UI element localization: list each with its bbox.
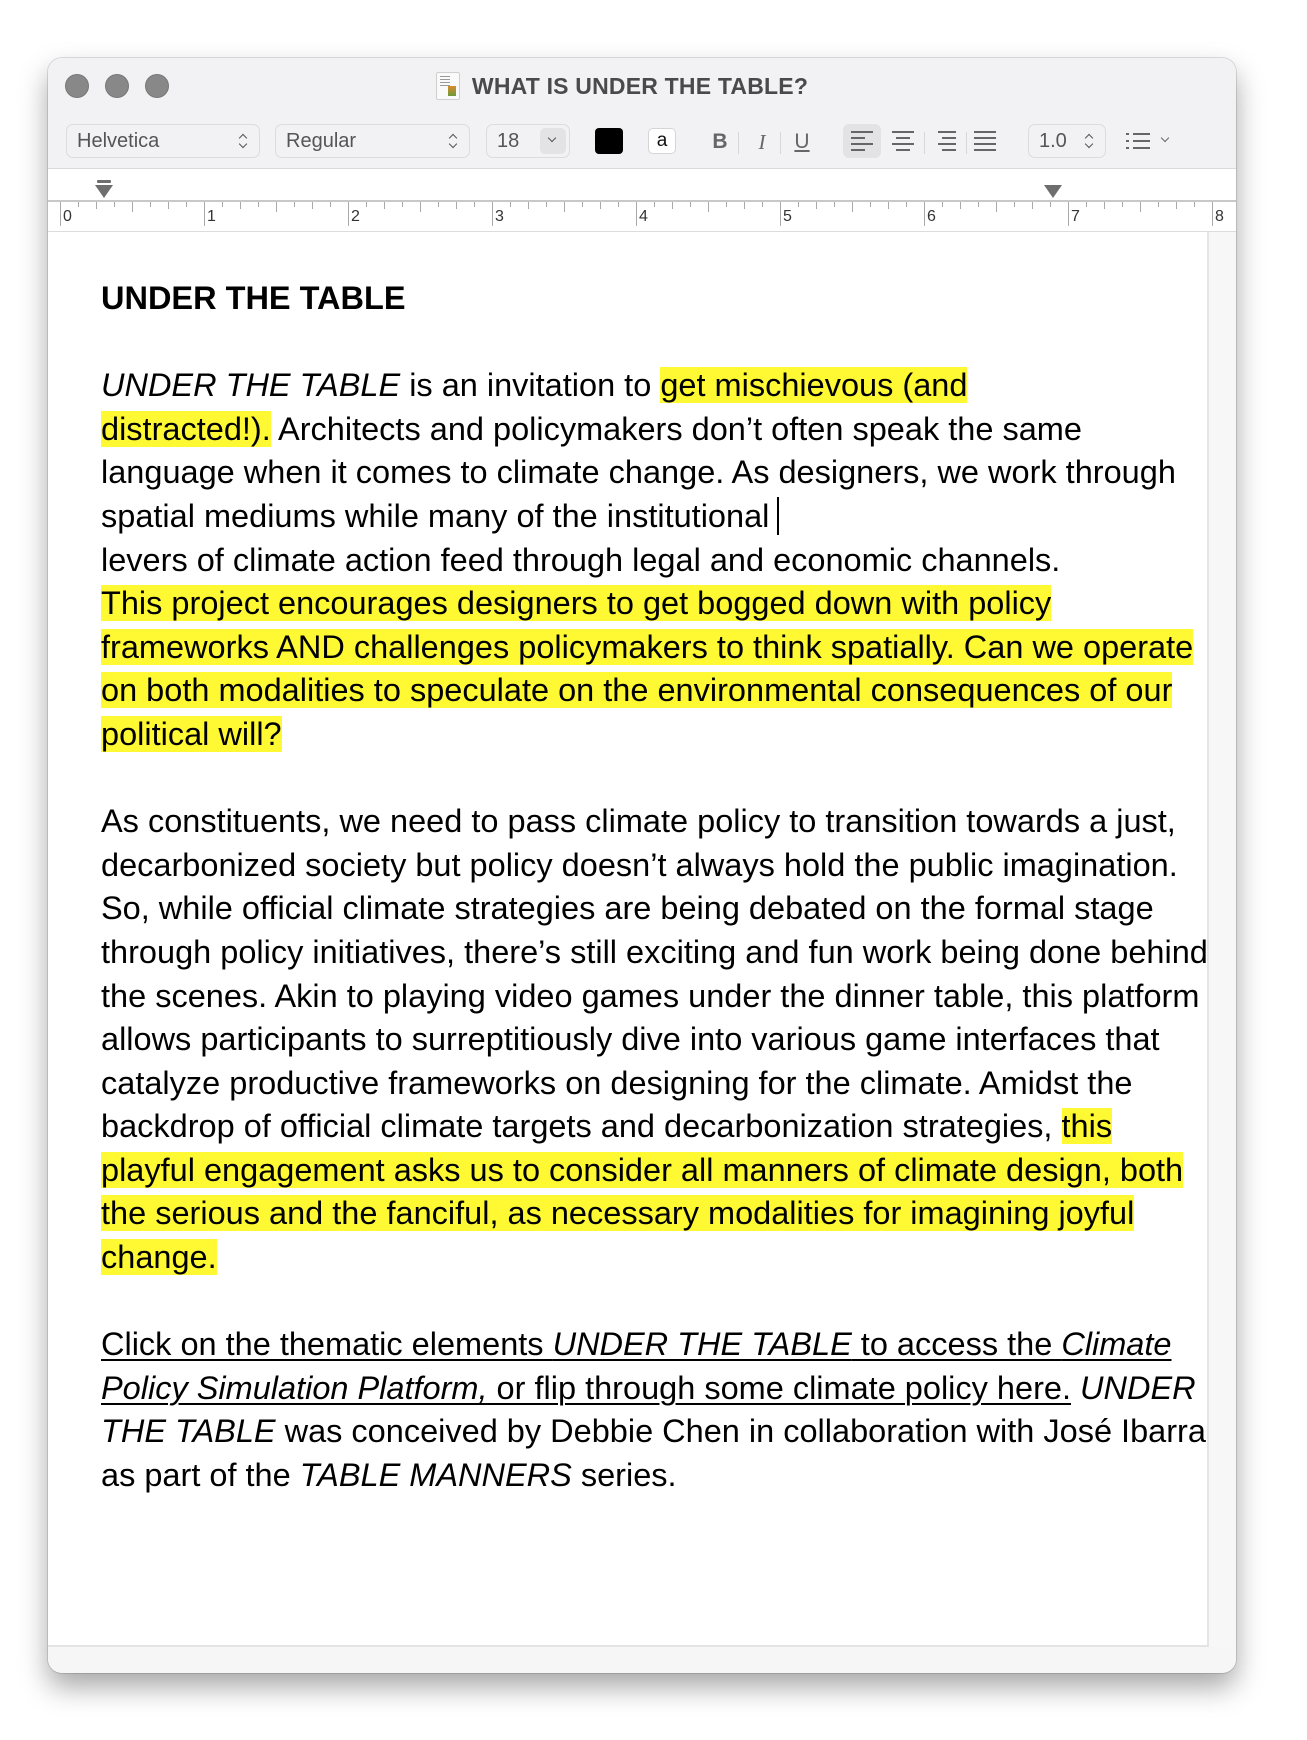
ruler-tick bbox=[942, 202, 943, 207]
ruler-tick bbox=[600, 202, 601, 209]
platform-link[interactable]: Click on the thematic elements UNDER THE TABLE to access the Climate Policy Simulation Platform, or flip through some climate policy here. bbox=[101, 1326, 1172, 1406]
ruler-tick bbox=[312, 202, 313, 209]
font-family-value: Helvetica bbox=[77, 129, 160, 152]
ruler-tick bbox=[150, 202, 151, 207]
title-bar bbox=[48, 58, 1236, 168]
updown-chevron-icon bbox=[449, 133, 459, 149]
ruler-tick bbox=[1068, 202, 1069, 226]
text-run: series. bbox=[571, 1457, 677, 1494]
right-indent-marker[interactable] bbox=[1044, 185, 1062, 198]
ruler-tick bbox=[1104, 202, 1105, 209]
text-run: As constituents, we need to pass climate policy to transition towards a just, decarbonized society but policy doesn’t always hold the public imagination. So, while official climate strategies are being debated on the formal stage through policy initiatives, there’s still exciting and fun work being done behind the scenes. Akin to playing video games under the dinner table, this platform allows participants to surreptitiously dive into various game interfaces that catalyze productive frameworks on designing for the climate. Amidst the backdrop of official climate targets and decarbonization strategies, bbox=[101, 803, 1208, 1145]
highlighted-text: This project encourages designers to get bogged down with policy frameworks AND challenges policymakers to think spatially. Can we operate on both modalities to speculate on the environmental consequences of our political will? bbox=[101, 585, 1194, 752]
align-left-button[interactable] bbox=[843, 124, 881, 158]
ruler-tick bbox=[762, 202, 763, 207]
ruler-tick bbox=[816, 202, 817, 209]
text-run bbox=[1071, 1370, 1080, 1406]
highlight-color-button[interactable]: a bbox=[648, 128, 676, 154]
document-text[interactable] bbox=[101, 277, 1211, 1498]
format-toolbar bbox=[48, 118, 1236, 168]
ruler-number: 1 bbox=[207, 208, 216, 225]
ruler-baseline bbox=[48, 200, 1236, 202]
bold-button[interactable]: B bbox=[712, 130, 728, 153]
separator bbox=[738, 132, 739, 154]
ruler-tick bbox=[60, 202, 61, 226]
scroll-gutter[interactable] bbox=[1209, 232, 1236, 1647]
head-indent-bar-icon bbox=[97, 180, 111, 183]
ruler-tick bbox=[744, 202, 745, 209]
ruler-tick bbox=[564, 202, 565, 212]
textedit-window bbox=[48, 58, 1236, 1673]
text-run: Architects and policymakers don’t often speak the same language when it comes to climate change. As designers, we work through spatial mediums while many of the institutional bbox=[101, 410, 1176, 534]
underline-button[interactable]: U bbox=[794, 130, 810, 153]
align-center-button[interactable] bbox=[884, 124, 922, 158]
italic-title-text: UNDER THE TABLE bbox=[101, 367, 401, 404]
ruler-tick bbox=[654, 202, 655, 207]
ruler-tick bbox=[168, 202, 169, 209]
window-footer bbox=[48, 1647, 1236, 1673]
list-dropdown-chevron-icon[interactable] bbox=[1161, 134, 1169, 142]
ruler-number: 0 bbox=[63, 208, 72, 225]
ruler-tick bbox=[582, 202, 583, 207]
line-spacing-popup[interactable] bbox=[1028, 124, 1106, 158]
paragraph-constituents bbox=[101, 800, 1211, 1280]
ruler-tick bbox=[1176, 202, 1177, 209]
document-page[interactable] bbox=[48, 232, 1209, 1647]
list-bullets-icon[interactable] bbox=[1126, 131, 1150, 151]
paragraph-links bbox=[101, 1323, 1211, 1497]
text-color-well[interactable] bbox=[595, 128, 623, 154]
separator bbox=[780, 132, 781, 154]
font-size-dropdown-button[interactable] bbox=[540, 128, 566, 154]
ruler-tick bbox=[510, 202, 511, 207]
italic-series-text: TABLE MANNERS bbox=[299, 1457, 572, 1494]
updown-chevron-icon bbox=[239, 133, 249, 149]
window-title: WHAT IS UNDER THE TABLE? bbox=[471, 72, 809, 99]
ruler-tick bbox=[330, 202, 331, 207]
ruler-tick bbox=[690, 202, 691, 207]
chevron-down-icon bbox=[548, 134, 556, 142]
ruler-tick bbox=[1086, 202, 1087, 207]
ruler-tick bbox=[186, 202, 187, 207]
ruler-tick bbox=[1140, 202, 1141, 212]
ruler-tick bbox=[222, 202, 223, 207]
ruler-tick bbox=[1014, 202, 1015, 207]
ruler-tick bbox=[78, 202, 79, 207]
ruler-tick bbox=[780, 202, 781, 226]
ruler-tick bbox=[114, 202, 115, 207]
ruler-tick bbox=[1212, 202, 1213, 226]
ruler-tick bbox=[294, 202, 295, 207]
font-size-combo[interactable] bbox=[486, 124, 570, 158]
ruler[interactable] bbox=[48, 169, 1236, 232]
document-heading: UNDER THE TABLE bbox=[101, 280, 406, 316]
ruler-tick bbox=[1158, 202, 1159, 207]
ruler-tick bbox=[924, 202, 925, 226]
font-style-value: Regular bbox=[286, 129, 357, 152]
highlighted-text: this playful engagement asks us to consider all manners of climate design, both the serious and the fanciful, as necessary modalities for imagining joyful change. bbox=[101, 1108, 1184, 1276]
paragraph-intro bbox=[101, 364, 1211, 756]
ruler-tick bbox=[618, 202, 619, 207]
ruler-number: 8 bbox=[1215, 208, 1224, 225]
font-size-value[interactable]: 18 bbox=[497, 129, 520, 152]
font-family-popup[interactable] bbox=[66, 124, 260, 158]
ruler-tick bbox=[546, 202, 547, 207]
ruler-tick bbox=[852, 202, 853, 212]
ruler-tick bbox=[906, 202, 907, 207]
highlighted-text: get mischievous (and bbox=[660, 367, 968, 404]
left-indent-triangle-icon bbox=[95, 185, 113, 198]
ruler-tick bbox=[888, 202, 889, 209]
font-style-popup[interactable] bbox=[275, 124, 470, 158]
ruler-tick bbox=[708, 202, 709, 212]
ruler-tick bbox=[420, 202, 421, 212]
align-justify-icon bbox=[974, 131, 996, 133]
text-run: was conceived by Debbie Chen in collaboration with José Ibarra as part of the bbox=[101, 1413, 1206, 1494]
ruler-tick bbox=[258, 202, 259, 207]
ruler-tick bbox=[528, 202, 529, 209]
ruler-tick bbox=[132, 202, 133, 212]
align-left-icon bbox=[851, 131, 873, 133]
ruler-tick bbox=[438, 202, 439, 207]
ruler-number: 7 bbox=[1071, 208, 1080, 225]
ruler-tick bbox=[240, 202, 241, 209]
italic-title-text: UNDER THE TABLE bbox=[101, 1369, 1196, 1450]
ruler-tick bbox=[1122, 202, 1123, 207]
ruler-tick bbox=[474, 202, 475, 207]
highlighted-text: distracted!). bbox=[101, 410, 271, 447]
ruler-tick bbox=[798, 202, 799, 207]
ruler-tick bbox=[978, 202, 979, 207]
text-run: levers of climate action feed through legal and economic channels. bbox=[101, 541, 1061, 578]
ruler-tick bbox=[1032, 202, 1033, 209]
rtfd-document-icon[interactable] bbox=[436, 72, 460, 100]
line-spacing-value: 1.0 bbox=[1039, 129, 1067, 152]
ruler-tick bbox=[996, 202, 997, 212]
align-justify-button[interactable] bbox=[966, 124, 1004, 158]
text-run: is an invitation to bbox=[400, 367, 661, 404]
ruler-tick bbox=[492, 202, 493, 226]
ruler-tick bbox=[726, 202, 727, 207]
first-line-indent-marker[interactable] bbox=[95, 180, 113, 200]
ruler-number: 6 bbox=[927, 208, 936, 225]
separator bbox=[924, 132, 925, 154]
ruler-tick bbox=[402, 202, 403, 207]
ruler-tick bbox=[204, 202, 205, 226]
ruler-tick bbox=[870, 202, 871, 207]
ruler-number: 3 bbox=[495, 208, 504, 225]
ruler-number: 2 bbox=[351, 208, 360, 225]
text-insertion-caret bbox=[777, 497, 779, 535]
ruler-number: 4 bbox=[639, 208, 648, 225]
ruler-tick bbox=[1194, 202, 1195, 207]
ruler-tick bbox=[834, 202, 835, 207]
italic-button[interactable]: I bbox=[758, 129, 766, 154]
window-title-area bbox=[48, 68, 1236, 104]
updown-chevron-icon bbox=[1085, 133, 1095, 149]
align-center-icon bbox=[892, 131, 914, 133]
ruler-tick bbox=[366, 202, 367, 207]
ruler-tick bbox=[960, 202, 961, 209]
ruler-tick bbox=[96, 202, 97, 209]
ruler-tick bbox=[348, 202, 349, 226]
ruler-tick bbox=[1050, 202, 1051, 207]
ruler-tick bbox=[456, 202, 457, 209]
ruler-tick bbox=[384, 202, 385, 209]
ruler-tick bbox=[636, 202, 637, 226]
ruler-tick bbox=[276, 202, 277, 212]
ruler-tick bbox=[672, 202, 673, 209]
ruler-number: 5 bbox=[783, 208, 792, 225]
